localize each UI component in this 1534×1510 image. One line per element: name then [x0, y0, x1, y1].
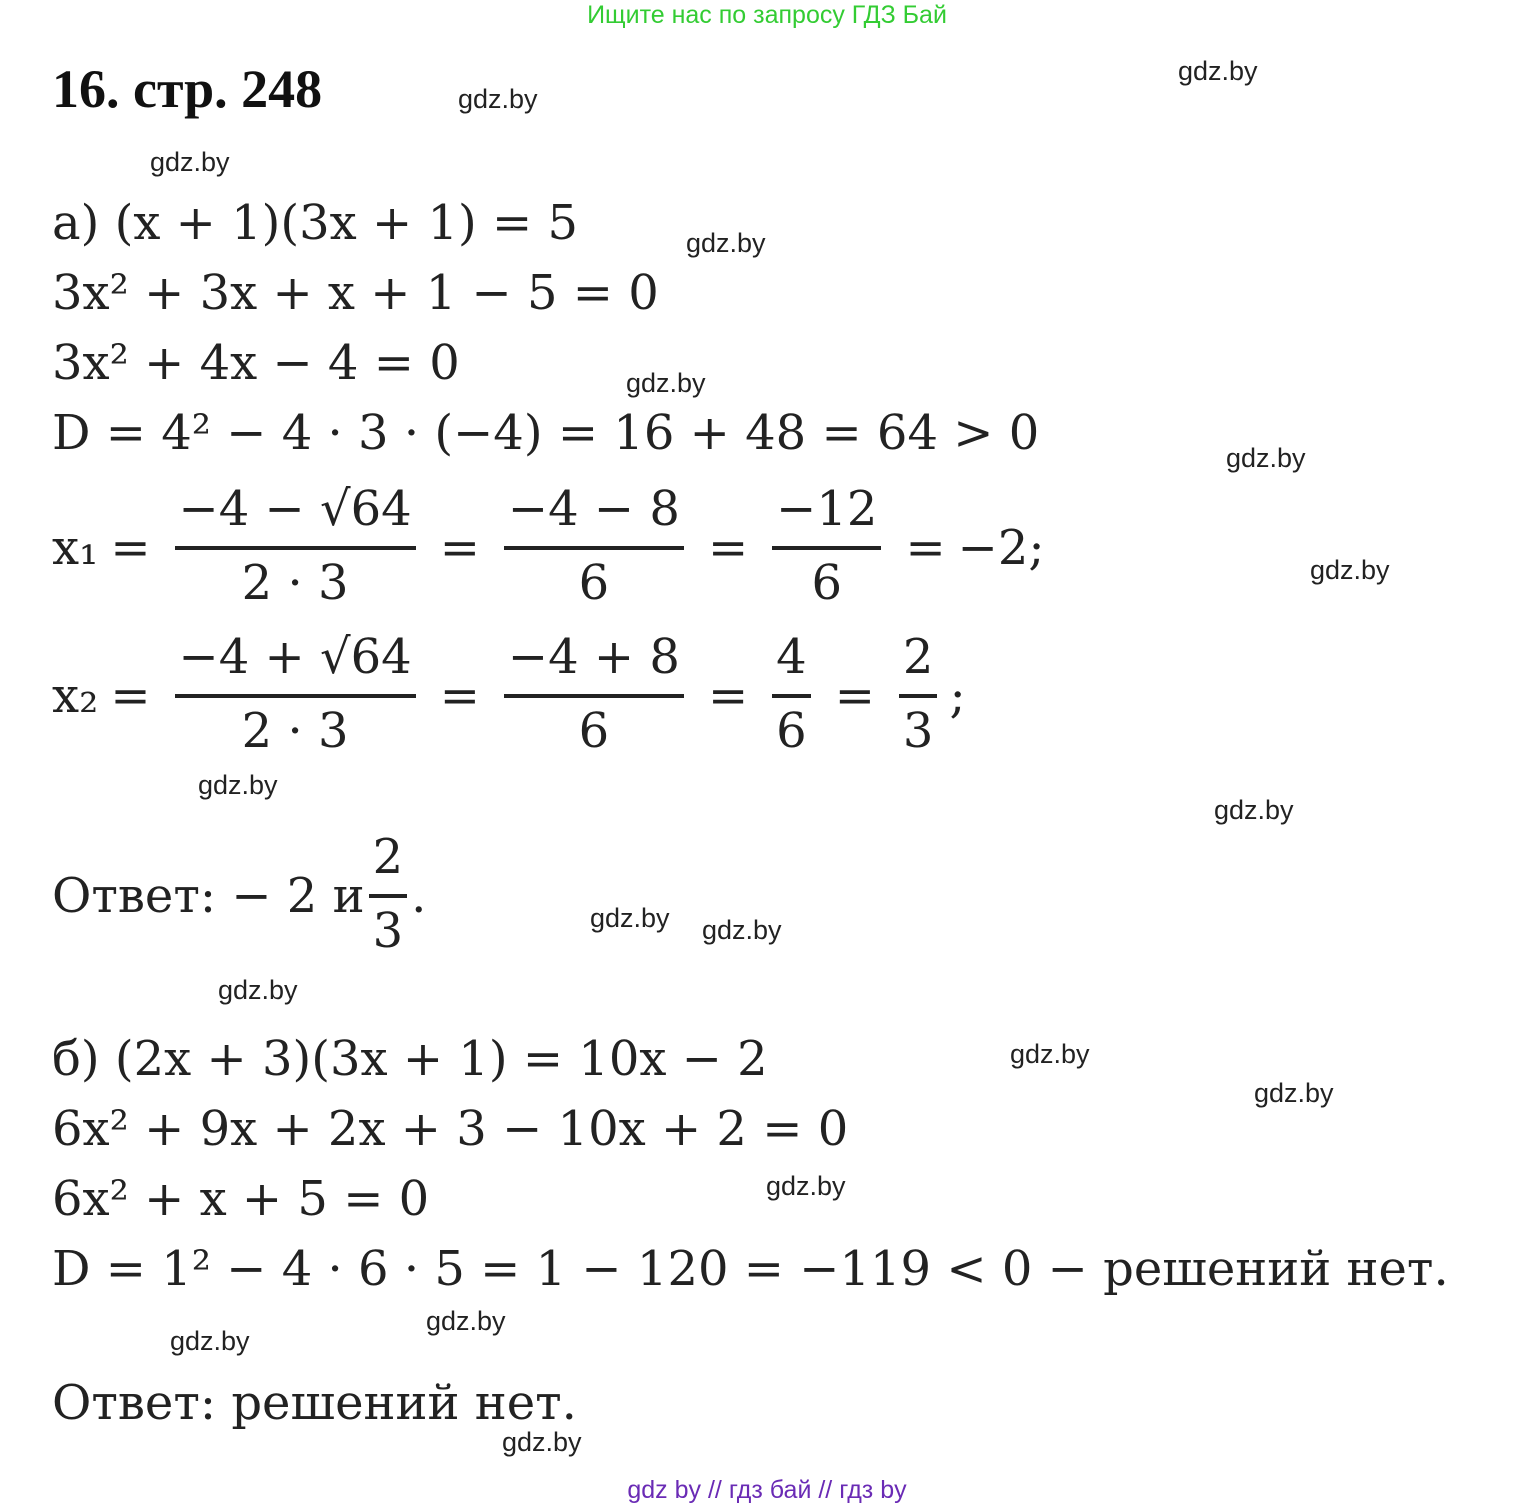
watermark: gdz.by: [766, 1171, 846, 1201]
watermark: gdz.by: [1254, 1078, 1334, 1108]
top-banner[interactable]: Ищите нас по запросу ГДЗ Бай: [587, 1, 947, 29]
numerator: 2: [902, 629, 934, 685]
fraction: [772, 476, 881, 620]
part-a-step-expand: [52, 258, 659, 328]
root-value: −2;: [957, 520, 1045, 576]
watermark: gdz.by: [426, 1306, 506, 1336]
numerator: −4 − √64: [178, 481, 412, 537]
part-a-root-x2: [52, 626, 966, 766]
watermark: gdz.by: [590, 903, 670, 933]
watermark: gdz.by: [1178, 56, 1258, 86]
part-a-discriminant: [52, 398, 1039, 468]
fraction: [772, 624, 811, 768]
equation-text: 3x² + 3x + x + 1 − 5 = 0: [52, 265, 659, 321]
equals-sign: =: [707, 668, 749, 724]
watermark: gdz.by: [1310, 555, 1390, 585]
part-b-step-simplify: [52, 1164, 429, 1234]
equation-text: (x + 1)(3x + 1) = 5: [114, 195, 579, 251]
denominator: 2 · 3: [241, 703, 349, 759]
denominator: 6: [578, 555, 610, 611]
watermark: gdz.by: [218, 975, 298, 1005]
watermark: gdz.by: [170, 1326, 250, 1356]
denominator: 3: [372, 903, 404, 959]
part-b-equation: [52, 1024, 768, 1094]
equals-sign: =: [905, 520, 946, 576]
denominator: 6: [776, 703, 807, 759]
equation-text: D = 4² − 4 · 3 · (−4) = 16 + 48 = 64 > 0: [52, 405, 1040, 461]
equation-text: D = 1² − 4 · 6 · 5 = 1 − 120 = −119 < 0 − решений нет.: [52, 1241, 1449, 1297]
watermark: gdz.by: [150, 147, 230, 177]
denominator: 6: [811, 555, 843, 611]
part-a-label: а): [52, 195, 100, 251]
fraction: [899, 624, 938, 768]
equals-sign: =: [439, 668, 480, 724]
numerator: −4 + √64: [178, 629, 412, 685]
denominator: 2 · 3: [241, 555, 349, 611]
numerator: 4: [776, 629, 807, 685]
page-title: 16. стр. 248: [52, 59, 323, 119]
part-a-answer: [52, 826, 426, 966]
watermark: gdz.by: [1226, 443, 1306, 473]
semicolon: ;: [949, 668, 966, 724]
numerator: −12: [776, 481, 878, 537]
part-a-step-simplify: [52, 328, 460, 398]
equation-text: 6x² + x + 5 = 0: [52, 1171, 430, 1227]
equals-sign: =: [110, 520, 151, 576]
fraction: [504, 476, 684, 620]
equation-text: (2x + 3)(3x + 1) = 10x − 2: [114, 1031, 768, 1087]
denominator: 3: [902, 703, 934, 759]
numerator: −4 + 8: [507, 629, 680, 685]
part-a-root-x1: [52, 478, 1045, 618]
equation-text: 3x² + 4x − 4 = 0: [52, 335, 460, 391]
equals-sign: =: [707, 520, 749, 576]
fraction: [369, 824, 408, 968]
part-b-step-expand: [52, 1094, 848, 1164]
equals-sign: =: [834, 668, 875, 724]
answer-value: − 2 и: [231, 868, 365, 924]
watermark: gdz.by: [458, 84, 538, 114]
fraction: [175, 624, 416, 768]
root-name: x₂: [52, 668, 99, 724]
part-a-equation: [52, 188, 578, 258]
watermark: gdz.by: [626, 368, 706, 398]
numerator: 2: [372, 829, 404, 885]
part-b-answer: [52, 1368, 577, 1438]
watermark: gdz.by: [702, 915, 782, 945]
equals-sign: =: [110, 668, 151, 724]
watermark: gdz.by: [1214, 795, 1294, 825]
watermark: gdz.by: [502, 1427, 582, 1457]
fraction: [175, 476, 416, 620]
answer-prefix: Ответ:: [52, 868, 217, 924]
numerator: −4 − 8: [507, 481, 680, 537]
root-name: x₁: [52, 520, 99, 576]
period: .: [411, 868, 427, 924]
fraction: [504, 624, 684, 768]
part-b-discriminant: [52, 1234, 1449, 1304]
watermark: gdz.by: [198, 770, 278, 800]
equals-sign: =: [439, 520, 480, 576]
part-b-label: б): [52, 1031, 100, 1087]
footer-links[interactable]: gdz by // гдз бай // гдз by: [627, 1476, 907, 1504]
watermark: gdz.by: [686, 228, 766, 258]
denominator: 6: [578, 703, 610, 759]
answer-text: Ответ: решений нет.: [52, 1375, 577, 1431]
equation-text: 6x² + 9x + 2x + 3 − 10x + 2 = 0: [52, 1101, 849, 1157]
watermark: gdz.by: [1010, 1039, 1090, 1069]
